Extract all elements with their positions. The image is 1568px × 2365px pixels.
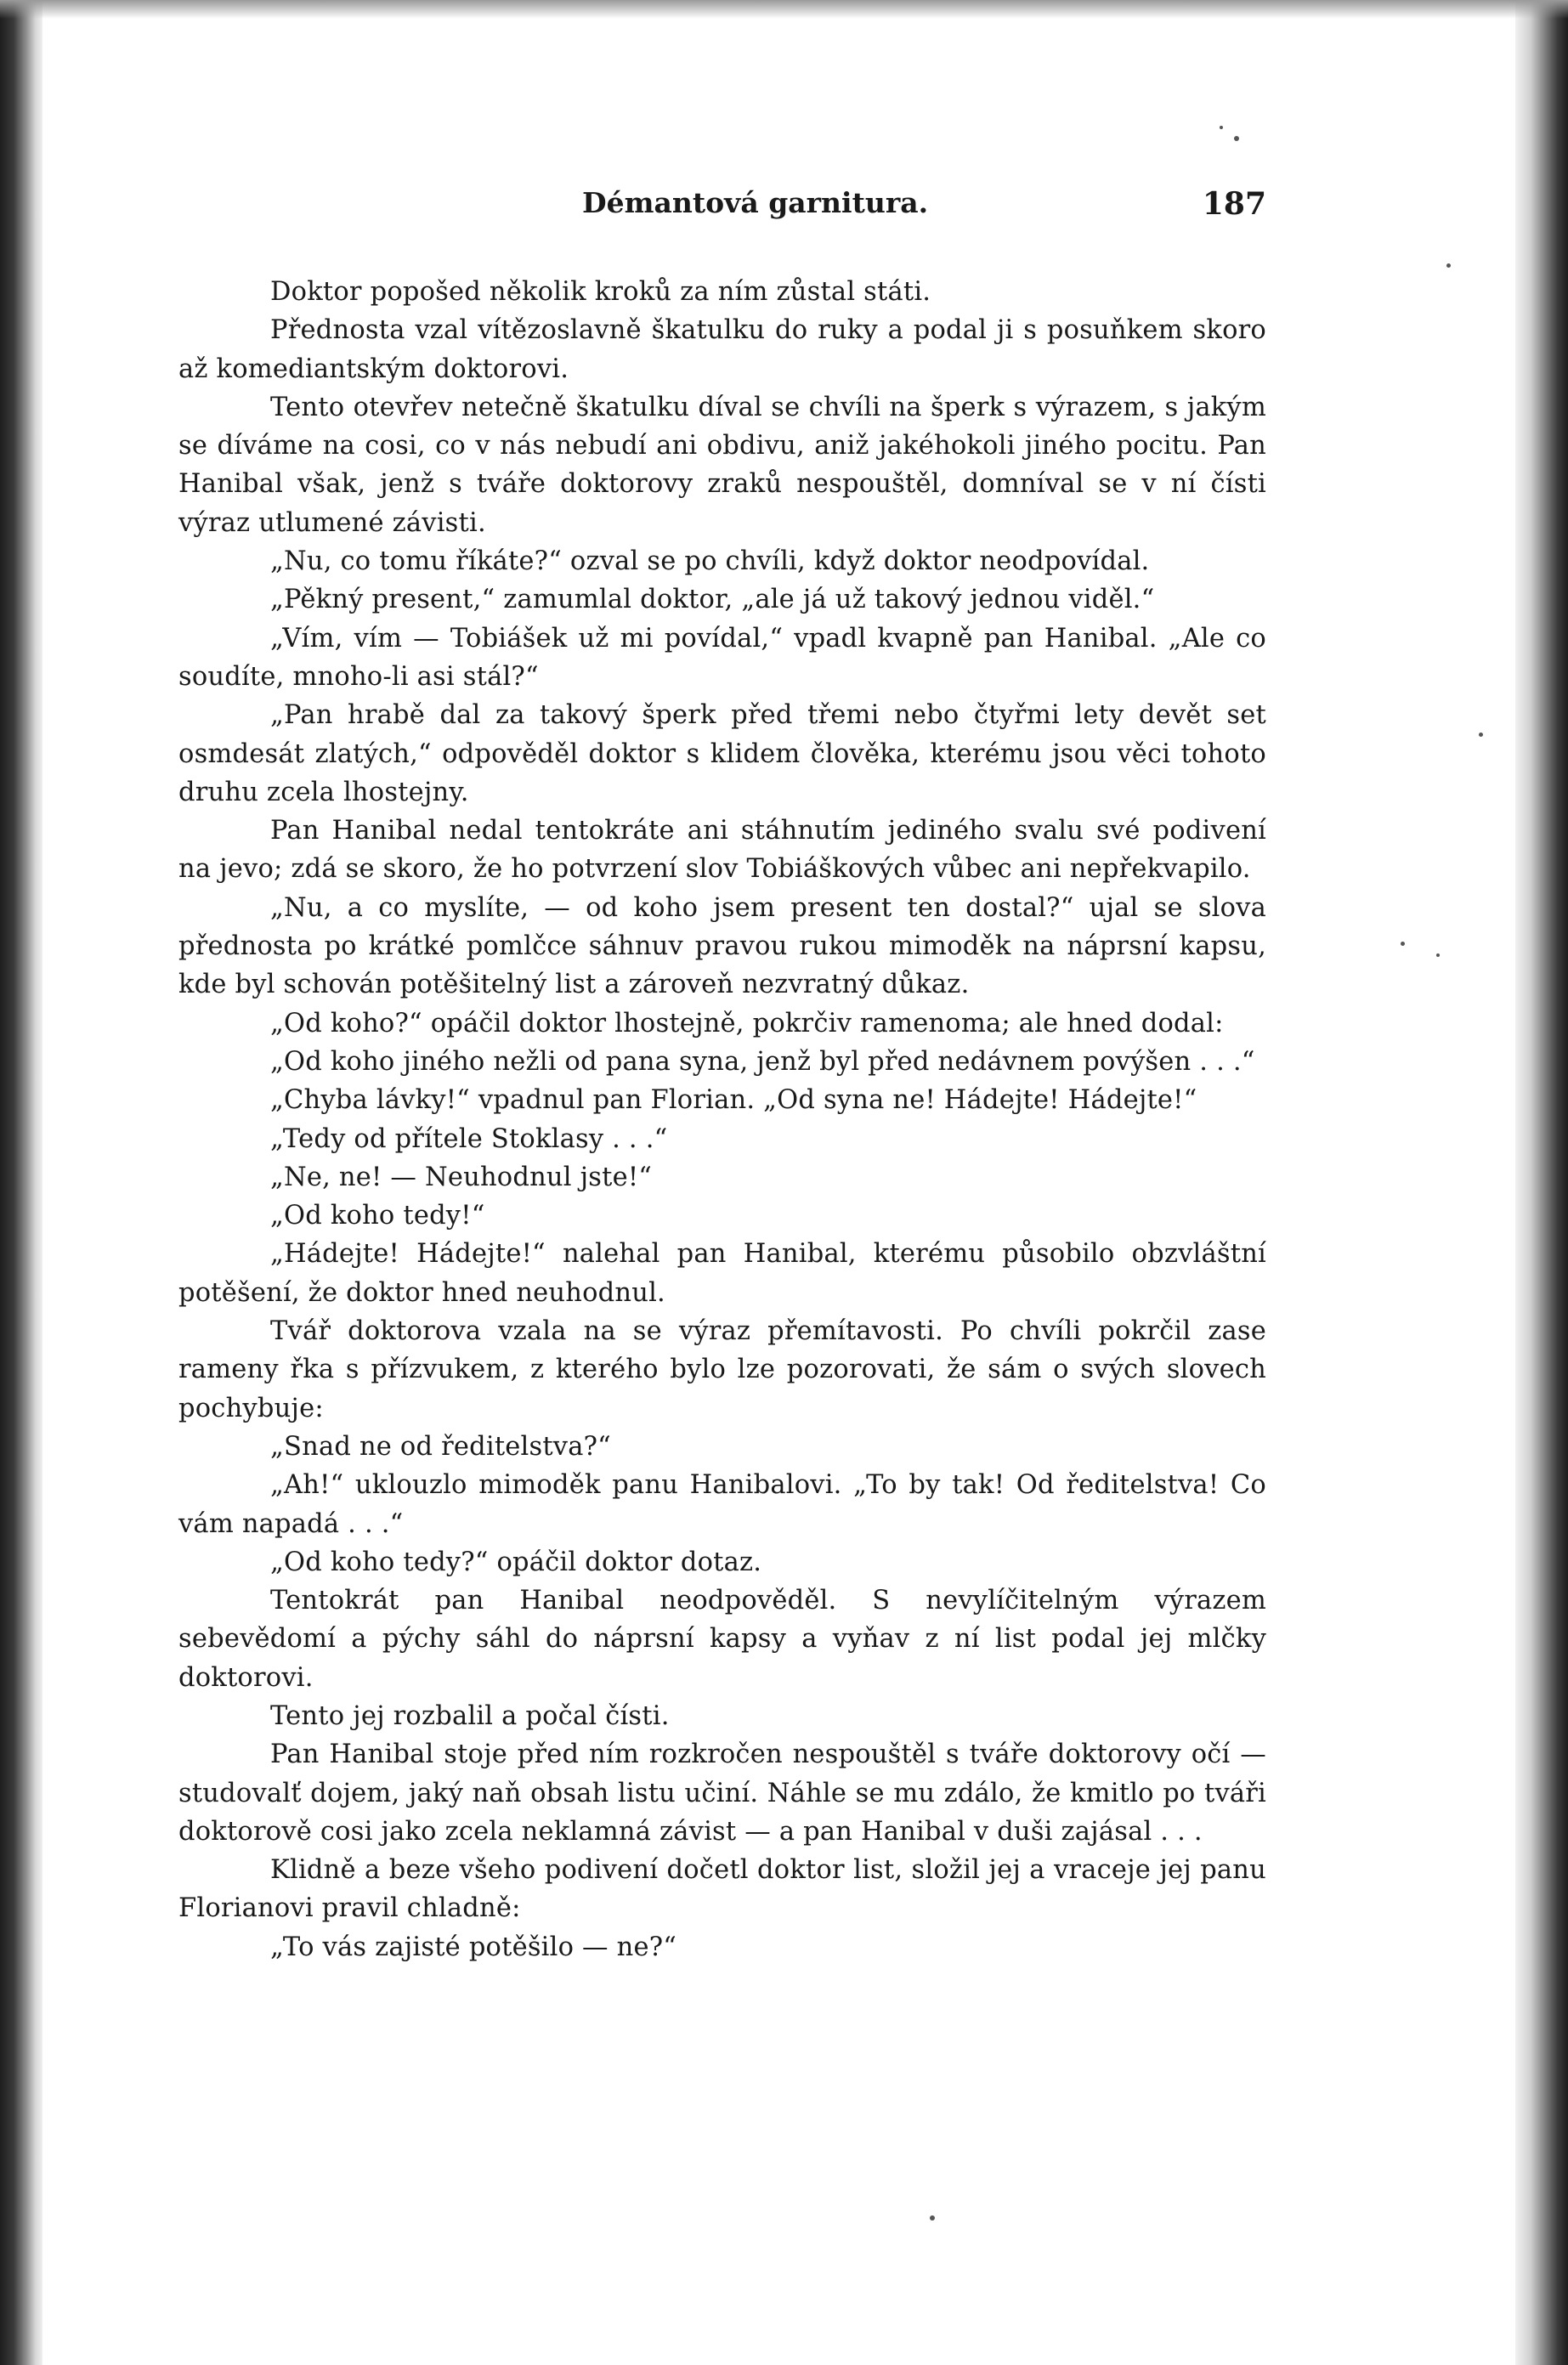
paragraph: „Od koho?“ opáčil doktor lhostejně, pokrčiv ramenoma; ale hned dodal: xyxy=(270,1008,1224,1038)
paragraph: „To vás zajisté potěšilo — ne?“ xyxy=(270,1932,677,1962)
speck xyxy=(1220,126,1223,129)
body-text xyxy=(178,273,1266,1966)
paragraph: „Hádejte! Hádejte!“ nalehal pan Hanibal, kterému působilo obzvláštní potěšení, že doktor hned neuhodnul. xyxy=(178,1239,1266,1308)
paragraph: „Tedy od přítele Stoklasy . . .“ xyxy=(270,1123,668,1154)
paragraph: Tento jej rozbalil a počal čísti. xyxy=(270,1700,670,1731)
paragraph: Pan Hanibal stoje před ním rozkročen nespouštěl s tváře doktorovy očí — studovalť dojem, jaký naň obsah listu učiní. Náhle se mu zdálo, že kmitlo po tváři doktorově cosi jako zcela neklamná závist — a pan Hanibal v duši zajásal . . . xyxy=(178,1740,1266,1847)
paragraph: Přednosta vzal vítězoslavně škatulku do ruky a podal ji s posuňkem skoro až komediantským doktorovi. xyxy=(178,315,1266,384)
speck xyxy=(1436,953,1440,957)
paragraph: „Od koho jiného nežli od pana syna, jenž byl před nedávnem povýšen . . .“ xyxy=(270,1046,1255,1077)
top-edge-shadow xyxy=(0,0,1568,19)
paragraph: „Ne, ne! — Neuhodnul jste!“ xyxy=(270,1162,653,1192)
left-binding-shadow xyxy=(0,0,42,2365)
paragraph: „Pěkný present,“ zamumlal doktor, „ale já už takový jednou viděl.“ xyxy=(270,585,1155,615)
speck xyxy=(1401,942,1405,946)
page-number: 187 xyxy=(1202,186,1266,222)
paragraph: „Vím, vím — Tobiášek už mi povídal,“ vpadl kvapně pan Hanibal. „Ale co soudíte, mnoho-li asi stál?“ xyxy=(178,623,1266,692)
speck xyxy=(1234,136,1239,141)
paragraph: Tvář doktorova vzala na se výraz přemítavosti. Po chvíli pokrčil zase rameny řka s přízvukem, z kterého bylo lze pozorovati, že sám o svých slovech pochybuje: xyxy=(178,1316,1266,1423)
speck xyxy=(1446,263,1451,268)
right-edge-shadow xyxy=(1515,0,1568,2365)
book-page xyxy=(178,174,1266,1966)
chapter-title: Démantová garnitura. xyxy=(582,186,929,219)
paragraph: Doktor popošed několik kroků za ním zůstal státi. xyxy=(270,277,931,307)
paragraph: „Snad ne od ředitelstva?“ xyxy=(270,1431,611,1462)
running-head xyxy=(178,174,1266,225)
speck xyxy=(930,2215,935,2221)
paragraph: „Od koho tedy!“ xyxy=(270,1201,485,1231)
paragraph: „Pan hrabě dal za takový šperk před třemi nebo čtyřmi lety devět set osmdesát zlatých,“ odpověděl doktor s klidem člověka, kterému jsou věci tohoto druhu zcela lhostejny. xyxy=(178,700,1266,807)
speck xyxy=(1479,733,1483,737)
paragraph: „Nu, a co myslíte, — od koho jsem present ten dostal?“ ujal se slova přednosta po krátké pomlčce sáhnuv pravou rukou mimoděk na náprsní kapsu, kde byl schován potěšitelný list a zároveň nezvratný důkaz. xyxy=(178,892,1266,1000)
paragraph: „Chyba lávky!“ vpadnul pan Florian. „Od syna ne! Hádejte! Hádejte!“ xyxy=(270,1085,1197,1116)
paragraph: Pan Hanibal nedal tentokráte ani stáhnutím jediného svalu své podivení na jevo; zdá se skoro, že ho potvrzení slov Tobiáškových vůbec ani nepřekvapilo. xyxy=(178,816,1266,885)
paragraph: „Nu, co tomu říkáte?“ ozval se po chvíli, když doktor neodpovídal. xyxy=(270,546,1150,577)
paragraph: Tento otevřev netečně škatulku díval se chvíli na šperk s výrazem, s jakým se díváme na cosi, co v nás nebudí ani obdivu, aniž jakéhokoli jiného pocitu. Pan Hanibal však, jenž s tváře doktorovy zraků nespouštěl, domníval se v ní čísti výraz utlumené závisti. xyxy=(178,392,1266,538)
paragraph: „Od koho tedy?“ opáčil doktor dotaz. xyxy=(270,1547,762,1577)
paragraph: „Ah!“ uklouzlo mimoděk panu Hanibalovi. „To by tak! Od ředitelstva! Co vám napadá . . .“ xyxy=(178,1470,1266,1539)
paragraph: Klidně a beze všeho podivení dočetl doktor list, složil jej a vraceje jej panu Florianovi pravil chladně: xyxy=(178,1855,1266,1924)
paragraph: Tentokrát pan Hanibal neodpověděl. S nevylíčitelným výrazem sebevědomí a pýchy sáhl do náprsní kapsy a vyňav z ní list podal jej mlčky doktorovi. xyxy=(178,1586,1266,1693)
